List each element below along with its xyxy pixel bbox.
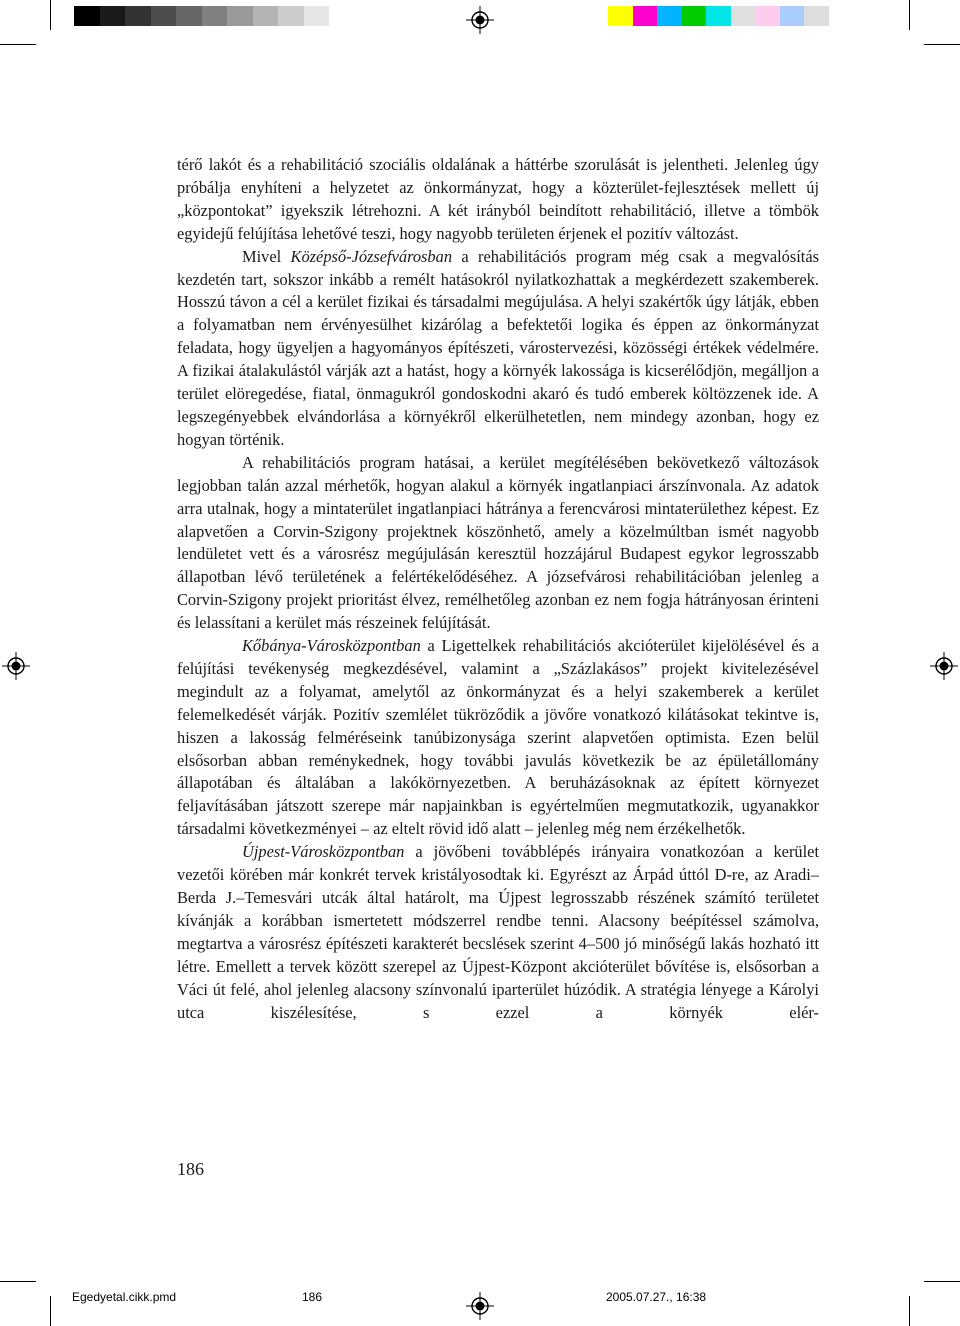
paragraph-text: a Ligettelkek rehabilitációs akcióterület kijelölésével és a felújítási tevékenység megkezdésével, valamint a „Százlakásos” projekt kivitelezésével megindult az a folyamat, amelytől az önkormányzat és a helyi szakemberek a kerület felemelkedését várják. Pozitív szemlélet tükröződik a jövőre vonatkozó kilátásokat tekintve is, hiszen a lakosság felméréseink tanúbizonysága szerint alapvetően optimista. Ezen belül elsősorban abban reménykednek, hogy további javulás következik be az épületállomány állapotában és általában a lakókörnyezetben. A beruházásoknak az épített környezet feljavításában játszott szerepe már napjainkban is egyértelműen megmutatkozik, ugyanakkor társadalmi következményei – az eltelt rövid idő alatt – jelenleg még nem érzékelhetők.: [177, 636, 819, 839]
footer-datetime: 2005.07.27., 16:38: [606, 1290, 707, 1304]
crop-mark-top-left-vertical: [50, 0, 51, 30]
color-swatch: [608, 6, 633, 26]
crop-mark-bottom-left-horizontal: [0, 1281, 36, 1282]
gray-swatch: [74, 6, 100, 26]
color-swatch: [731, 6, 756, 26]
gray-swatch: [253, 6, 279, 26]
gray-swatch: [304, 6, 330, 26]
place-name: Középső-Józsefvárosban: [290, 246, 453, 266]
paragraph: térő lakót és a rehabilitáció szociális oldalának a háttérbe szorulását is jelentheti. Jelenleg úgy próbálja enyhíteni a helyzetet az önkormányzat, hogy a közterület-fejlesztések mellett új „központokat” igyekszik létrehozni. A két irányból beindított rehabilitáció, illetve a tömbök egyidejű felújítása lehetővé teszi, hogy nagyobb területen érjenek el pozitív változást.: [177, 155, 819, 243]
gray-swatch: [202, 6, 228, 26]
paragraph: [177, 635, 819, 841]
gray-swatch: [100, 6, 126, 26]
crop-mark-top-left-horizontal: [0, 44, 36, 45]
color-swatch: [755, 6, 780, 26]
color-swatch: [633, 6, 658, 26]
crop-mark-bottom-left-vertical: [50, 1296, 51, 1326]
page-number: 186: [177, 1159, 204, 1179]
place-name: Újpest-Városközpontban: [242, 842, 405, 862]
gray-swatch: [227, 6, 253, 26]
paragraph-text: a jövőbeni továbblépés irányaira vonatkozóan a kerület vezetői körében már konkrét tervek kristályosodtak ki. Egyrészt az Árpád úttól D-re, az Aradi–Berda J.–Temesvári utcák által határolt, ma Újpest legrosszabb részének számító területet kívánják a korábban ismertetett módszerrel rendbe tenni. Alacsony beépítéssel számolva, megtartva a városrész építészeti karakterét becslések szerint 4–500 jó minőségű lakás hozható itt létre. Emellett a tervek között szerepel az Újpest-Központ akcióterület bővítése is, elsősorban a Váci út felé, ahol jelenleg alacsony színvonalú iparterület húzódik. A stratégia lényege a Károlyi utca kiszélesítése, s ezzel a környék elér-: [177, 842, 819, 1022]
crop-mark-top-right-horizontal: [924, 44, 960, 45]
article-body: [177, 154, 819, 1024]
gray-swatch: [278, 6, 304, 26]
color-swatch: [780, 6, 805, 26]
registration-mark-icon: [930, 652, 958, 680]
paragraph-text: a rehabilitációs program még csak a megvalósítás kezdetén tart, sokszor inkább a remélt hatásokról nyilatkozhattak a megkérdezett szakemberek. Hosszú távon a cél a kerület fizikai és társadalmi megújulása. A helyi szakértők úgy látják, ebben a folyamatban nem érvényesülhet kizárólag a befektetői logika és éppen az önkormányzat feladata, hogy ügyeljen a hagyományos építészeti, várostervezési, közösségi értékek védelmére. A fizikai átalakulástól várják azt a hatást, hogy a környék lakossága is kicserélődjön, megálljon a terület elöregedése, fiatal, önmagukról gondoskodni akaró és tudó emberek költözzenek ide. A legszegényebbek elvándorlása a környékről elkerülhetetlen, nem mindegy azonban, hogy ez hogyan történik.: [177, 246, 819, 449]
gray-swatch: [176, 6, 202, 26]
color-swatch: [682, 6, 707, 26]
crop-mark-bottom-right-vertical: [909, 1296, 910, 1326]
registration-mark-icon: [466, 1292, 494, 1320]
color-swatch: [706, 6, 731, 26]
footer-page-number: 186: [302, 1290, 323, 1304]
paragraph: [177, 841, 819, 1024]
color-swatch: [804, 6, 829, 26]
registration-mark-icon: [466, 6, 494, 34]
paragraph: [177, 246, 819, 452]
gray-swatch: [125, 6, 151, 26]
paragraph: A rehabilitációs program hatásai, a kerület megítélésében bekövetkező változások legjobban talán azzal mérhetők, hogyan alakul a környék ingatlanpiaci árszínvonala. Az adatok arra utalnak, hogy a mintaterület ingatlanpiaci hátránya a ferencvárosi mintaterülethez képest. Ez alapvetően a Corvin-Szigony projektnek köszönhető, amely a közelmúltban ismét nagyobb lendületet vett és a városrész megújulásán keresztül hozzájárul Budapest egykor legrosszabb állapotban lévő területének a felértékelődéséhez. A józsefvárosi rehabilitációban jelenleg a Corvin-Szigony projekt prioritást élvez, remélhetőleg azonban ez nem fogja hátrányosan érinteni és lelassítani a kerület más részeinek felújítását.: [177, 452, 819, 633]
footer-filename: Egedyetal.cikk.pmd: [72, 1290, 177, 1304]
registration-mark-icon: [2, 652, 30, 680]
crop-mark-top-right-vertical: [909, 0, 910, 30]
color-swatch: [657, 6, 682, 26]
paragraph-lead: Mivel: [242, 246, 291, 266]
gray-swatch: [151, 6, 177, 26]
crop-mark-bottom-right-horizontal: [924, 1281, 960, 1282]
place-name: Kőbánya-Városközpontban: [242, 636, 421, 656]
